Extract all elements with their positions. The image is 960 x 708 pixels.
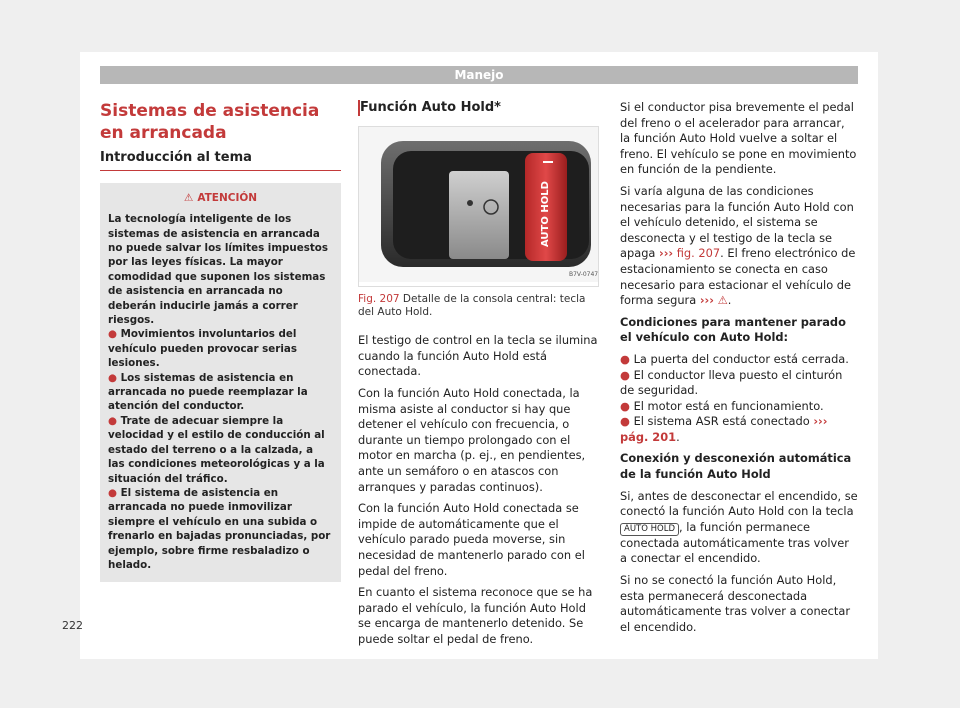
warning-triangle-icon[interactable]: ⚠ [717,293,728,308]
warning-list [108,327,333,572]
chapter-header: Manejo [100,66,858,84]
figure-caption-text: Detalle de la consola central: tecla del Auto Hold. [358,293,586,319]
paragraph: El testigo de control en la tecla se ilumina cuando la función Auto Hold está conectada. [358,333,598,379]
auto-hold-button-illustration [359,127,598,282]
auto-section-title: Conexión y desconexión automática de la función Auto Hold [620,451,852,482]
page-link[interactable]: pág. 201 [620,429,677,444]
reference-arrow: ››› [813,414,828,429]
figure-link[interactable]: fig. 207 [676,246,721,261]
warning-intro: La tecnología inteligente de los sistemas de asistencia en arrancada no puede salvar los límites impuestos por las leyes físicas. La mayor comodidad que suponen los sistemas de asistencia en arrancada no deberán inducirle jamás a correr riesgos. [108,213,328,327]
conditions-list [620,352,858,446]
bullet-icon: ● [108,486,121,499]
warning-header [108,191,333,207]
auto-hold-key: AUTO HOLD [620,523,679,536]
function-title: Función Auto Hold* [358,100,599,116]
bullet-icon: ● [108,328,121,341]
paragraph: Si varía alguna de las condiciones necesarias para la función Auto Hold con el vehículo detenido, el sistema se desconecta y el testigo de la tecla se apaga ››› fig. 207. El freno electrónico de estacionamiento se conecta en caso necesario para estacionar el vehículo de forma segura ››› ⚠. [620,183,856,308]
paragraph: En cuanto el sistema reconoce que se ha parado el vehículo, la función Auto Hold se encarga de mantenerlo detenido. Se puede soltar el pedal de freno. [358,585,593,646]
figure-caption [358,293,599,319]
warning-triangle-icon: ⚠ [183,191,194,204]
column-left [100,100,341,582]
section-rule [100,170,341,171]
warning-item: ● Trate de adecuar siempre la velocidad y el estilo de conducción al estado del terreno o a la calzada, a las condiciones meteorológicas y a la situación del tráfico. [108,414,325,485]
page-number: 222 [62,619,83,632]
conditions-title: Condiciones para mantener parado el vehículo con Auto Hold: [620,314,846,345]
bullet-icon: ● [620,398,634,413]
warning-item: ● Los sistemas de asistencia en arrancada no puede reemplazar la atención del conductor. [108,371,308,413]
paragraph: Si el conductor pisa brevemente el pedal del freno o el acelerador para arrancar, la función Auto Hold vuelve a soltar el freno. El vehículo se pone en movimiento en función de la pendiente. [620,100,857,177]
figure-auto-hold [358,126,599,288]
warning-item: ● El sistema de asistencia en arrancada no puede inmovilizar siempre el vehículo en una subida o frenarlo en bajadas pronunciadas, por ejemplo, sobre firme resbaladizo o helado. [108,486,331,571]
list-item: ● El conductor lleva puesto el cinturón de seguridad. [620,367,843,398]
paragraph: Con la función Auto Hold conectada se impide de automáticamente que el vehículo parado pueda moverse, sin necesidad de mantenerlo parado con el pedal del freno. [358,501,585,578]
figure-code: B7V-0747 [569,270,598,278]
bullet-icon: ● [620,414,634,429]
paragraph: Con la función Auto Hold conectada, la misma asiste al conductor si hay que detener el vehículo con frecuencia, o durante un tiempo prolongado con el motor en marcha (p. ej., en pendientes, ante un semáforo o en atascos con arranques y paradas continuos). [358,385,586,494]
paragraph: Si, antes de desconectar el encendido, se conectó la función Auto Hold con la tecla AUTO HOLD , la función permanece conectada automáticamente tras volver a conectar el encendido. [620,488,858,566]
list-item: ● La puerta del conductor está cerrada. [620,351,849,366]
reference-arrow: ››› [659,246,674,261]
warning-item: ● Movimientos involuntarios del vehículo pueden provocar serias lesiones. [108,328,297,370]
list-item: ● El sistema ASR está conectado ››› pág. 201. [620,414,828,444]
bullet-icon: ● [108,414,121,427]
paragraph: Si no se conectó la función Auto Hold, esta permanecerá desconectada automáticamente tras volver a conectar el encendido. [620,573,851,634]
figure-label: Fig. 207 [358,293,400,306]
column-middle [358,100,599,653]
column-right [620,100,858,641]
section-title: Sistemas de asistencia en arrancada [100,101,320,143]
bullet-icon: ● [620,367,634,382]
bullet-icon: ● [620,351,634,366]
auto-hold-button-label: AUTO HOLD [540,180,551,247]
warning-box [100,183,341,583]
bullet-icon: ● [108,371,121,384]
list-item: ● El motor está en funcionamiento. [620,398,824,413]
warning-label: ATENCIÓN [197,191,258,204]
subsection-title: Introducción al tema [100,150,252,165]
reference-arrow: ››› [699,293,714,308]
